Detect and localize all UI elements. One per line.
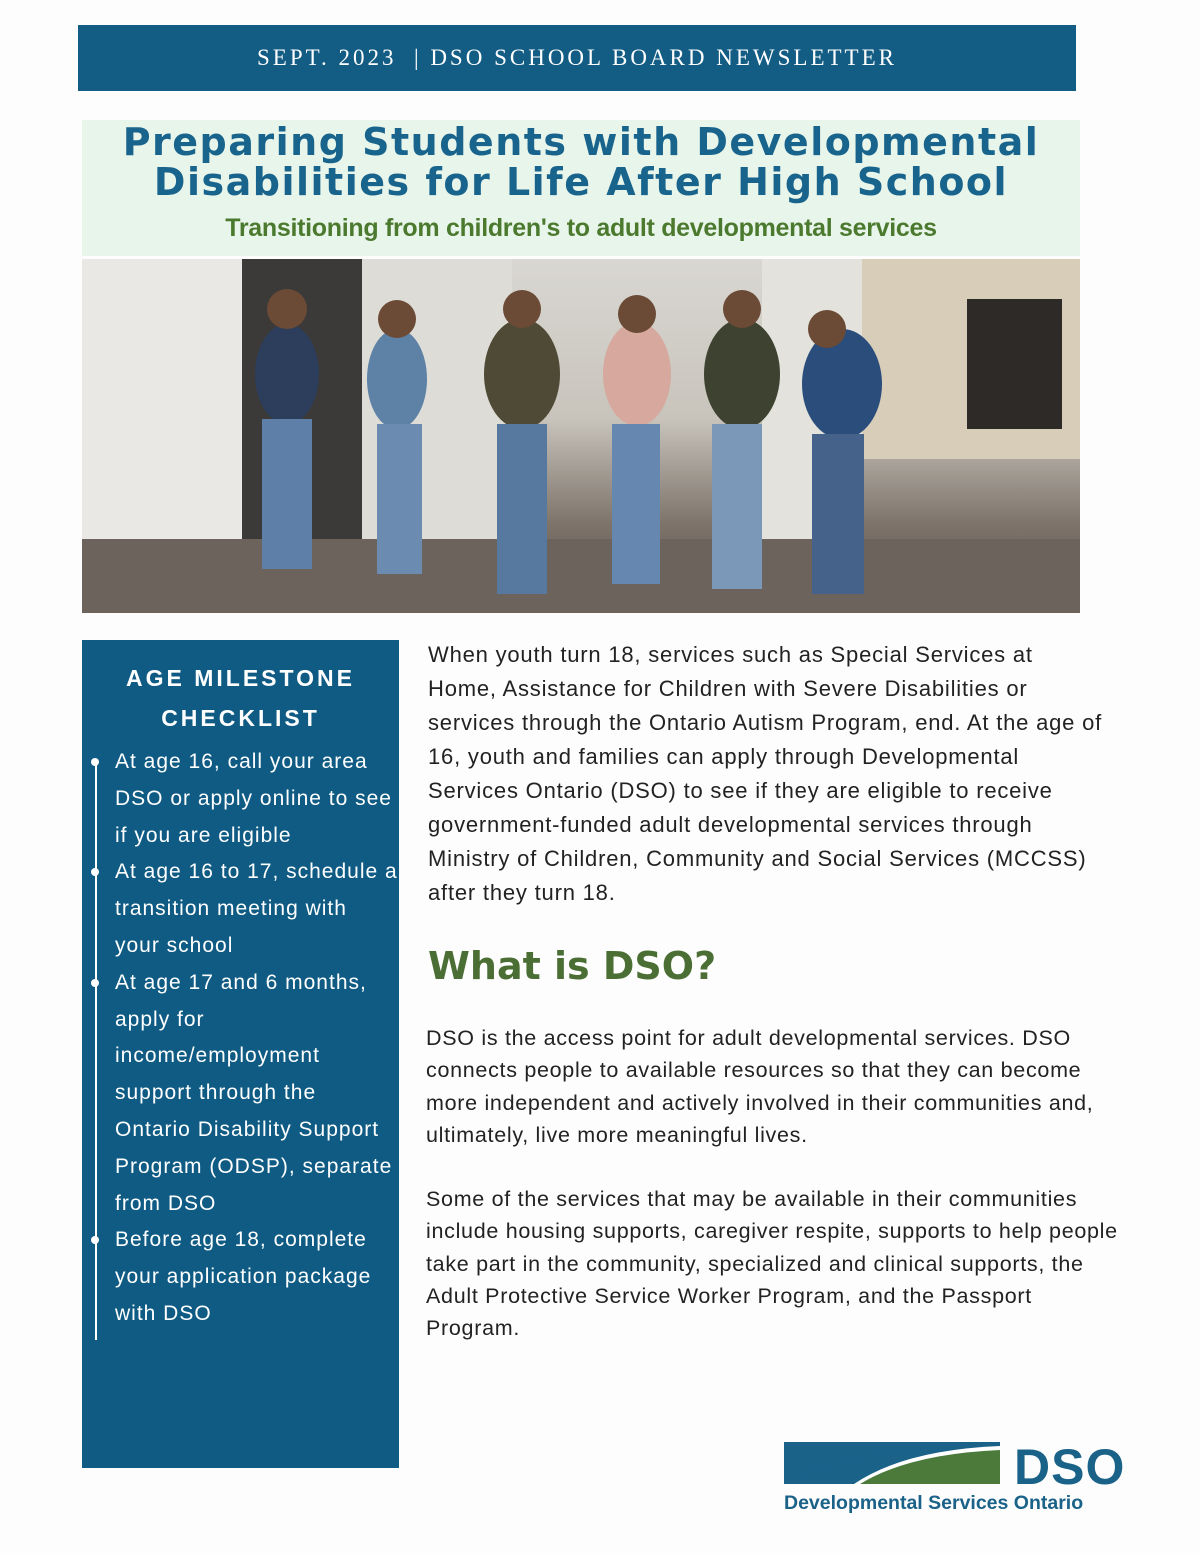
dso-logo [784, 1439, 1126, 1527]
intro-paragraph: When youth turn 18, services such as Special Services at Home, Assistance for Children with Severe Disabilities or services through the Ontario Autism Program, end. At the age of 16, youth and families can apply through Developmental Services Ontario (DSO) to see if they are eligible to receive government-funded adult developmental services through Ministry of Children, Community and Social Services (MCCSS) after they turn 18. [428, 642, 1103, 905]
main-content [428, 638, 1128, 1345]
title-line-1: Preparing Students with Developmental [122, 120, 1040, 164]
timeline-line [95, 762, 97, 1340]
students-photo [82, 259, 1080, 613]
age-milestone-checklist [82, 640, 399, 1468]
services-paragraph: Some of the services that may be available in their communities include housing supports, caregiver respite, supports to help people take part in the community, specialized and clinical supports, the Adult Protective Service Worker Program, and the Passport Program. [426, 1187, 1118, 1341]
dso-description-paragraph: DSO is the access point for adult developmental services. DSO connects people to available resources so that they can become more independent and actively involved in their communities and, ultimately, live more meaningful lives. [426, 1026, 1094, 1147]
logo-org-name: Developmental Services Ontario [784, 1492, 1084, 1514]
checklist-item: Before age 18, complete your application package with DSO [115, 1222, 398, 1332]
page-title [82, 122, 1080, 202]
checklist-item: At age 16 to 17, schedule a transition meeting with your school [115, 854, 398, 964]
students-walking-image [82, 259, 1080, 613]
logo-dso-text: DSO [1014, 1439, 1126, 1495]
newsletter-header [78, 25, 1076, 91]
page-subtitle: Transitioning from children's to adult developmental services [225, 214, 937, 242]
dso-logo-mark-icon [784, 1442, 1004, 1484]
checklist-heading-line-1: AGE MILESTONE [126, 665, 355, 691]
checklist-heading [82, 658, 399, 738]
checklist-item: At age 17 and 6 months, apply for income/employment support through the Ontario Disability Support Program (ODSP), separate from DSO [115, 965, 398, 1223]
what-is-dso-heading: What is DSO? [428, 944, 717, 988]
header-text: SEPT. 2023 | DSO SCHOOL BOARD NEWSLETTER [256, 45, 897, 70]
title-band [82, 120, 1080, 256]
checklist-items [115, 744, 398, 1333]
checklist-heading-line-2: CHECKLIST [161, 705, 320, 731]
title-line-2: Disabilities for Life After High School [153, 160, 1009, 204]
checklist-item: At age 16, call your area DSO or apply online to see if you are eligible [115, 744, 398, 854]
